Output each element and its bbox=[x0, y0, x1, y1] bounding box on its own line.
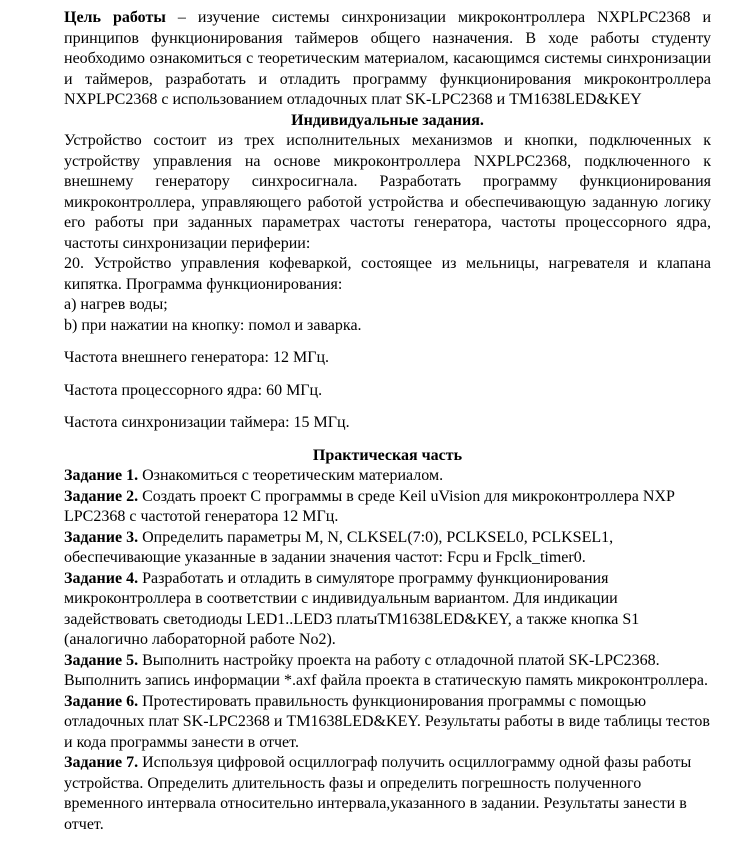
heading-practical-part: Практическая часть bbox=[312, 446, 463, 464]
task-text-4: Разработать и отладить в симуляторе программу функционирования микроконтроллера в соответствии с индивидуальным вариантом. Для индикации задействовать светодиоды LED1..LED3 платыTM1638LED&KEY, а также кнопка S1 (аналогично лабораторной работе No2). bbox=[64, 569, 640, 648]
task-text-7: Используя цифровой осциллограф получить осциллограмму одной фазы работы устройства. Определить длительность фазы и определить погрешность полученного временного интервала относительно интервала,указанного в задании. Результаты занести в отчет. bbox=[64, 754, 692, 833]
task-label-2: Задание 2. bbox=[64, 487, 139, 505]
task-text-6: Протестировать правильность функционирования программы с помощью отладочных плат SK-LPC2368 и TM1638LED&KEY. Результаты работы в виде таблицы тестов и кода программы занести в отчет. bbox=[64, 692, 710, 751]
task-label-7: Задание 7. bbox=[64, 754, 139, 771]
task-label-5: Задание 5. bbox=[64, 651, 139, 669]
goal-label: Цель работы bbox=[64, 9, 166, 26]
task-item-2 bbox=[64, 487, 711, 528]
task-label-4: Задание 4. bbox=[64, 569, 139, 587]
task-text-3: Определить параметры M, N, CLKSEL(7:0), PCLKSEL0, PCLKSEL1, обеспечивающие указанные в задании значения частот: Fcpu и Fpclk_timer0. bbox=[64, 528, 614, 566]
task-text-2: Создать проект C программы в среде Keil uVision для микроконтроллера NXP LPC2368 с частотой генератора 12 МГц. bbox=[64, 487, 675, 525]
list-item-a: a) нагрев воды; bbox=[64, 296, 168, 313]
task-label-3: Задание 3. bbox=[64, 528, 139, 546]
task-item-7 bbox=[64, 753, 711, 835]
task-text-5: Выполнить настройку проекта на работу с отладочной платой SK-LPC2368. Выполнить запись информации *.axf файла проекта в статическую память микроконтроллера. bbox=[64, 651, 709, 689]
freq-generator-line: Частота внешнего генератора: 12 МГц. bbox=[64, 349, 329, 366]
paragraph-goal bbox=[64, 8, 711, 111]
paragraph-variant: 20. Устройство управления кофеваркой, состоящее из мельницы, нагревателя и клапана кипятка. Программа функционирования: bbox=[64, 255, 711, 293]
task-item-5 bbox=[64, 651, 711, 692]
goal-text: – изучение системы синхронизации микроконтроллера NXPLPC2368 и принципов функционирования таймеров общего назначения. В ходе работы студенту необходимо ознакомиться с теоретическим материалом, касающимся системы синхронизации и таймеров, разработать и отладить программу функционирования микроконтроллера NXPLPC2368 с использованием отладочных плат SK-LPC2368 и TM1638LED&KEY bbox=[64, 9, 712, 108]
list-item-b: b) при нажатии на кнопку: помол и заварка. bbox=[64, 316, 362, 334]
task-label-1: Задание 1. bbox=[64, 467, 139, 484]
task-item-4 bbox=[64, 569, 711, 651]
task-item-3 bbox=[64, 528, 711, 569]
heading-individual-tasks: Индивидуальные задания. bbox=[291, 111, 484, 129]
task-label-6: Задание 6. bbox=[64, 692, 139, 710]
task-item-1 bbox=[64, 466, 711, 487]
task-text-1: Ознакомиться с теоретическим материалом. bbox=[138, 467, 444, 484]
freq-timer-line: Частота синхронизации таймера: 15 МГц. bbox=[64, 414, 350, 431]
task-item-6 bbox=[64, 692, 711, 754]
paragraph-device: Устройство состоит из трех исполнительных механизмов и кнопки, подключенных к устройству управления на основе микроконтроллера NXPLPC2368, подключенного к внешнему генератору синхросигнала. Разработать программу функционирования микроконтроллера, управляющего работой устройства и обеспечивающую заданную логику его работы при заданных параметрах частоты генератора, частоты процессорного ядра, частоты синхронизации периферии: bbox=[64, 132, 711, 252]
freq-core-line: Частота процессорного ядра: 60 МГц. bbox=[64, 381, 323, 399]
